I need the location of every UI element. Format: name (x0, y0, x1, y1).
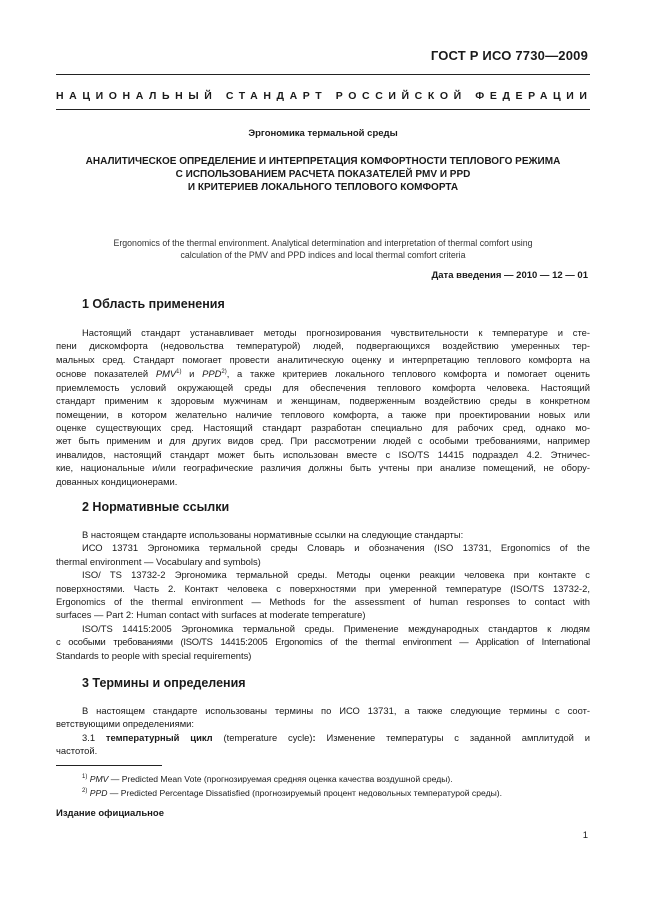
text-line: инвалидов, настоящий стандарт может быть использован вместе с ISO/TS 14415 подраздел 4.2. Этничес- (56, 448, 590, 460)
section-3-heading: 3 Термины и определения (82, 676, 246, 690)
footnote-abbr: PMV (89, 773, 109, 784)
text-line: ветствующими определениями: (56, 718, 195, 730)
title-line: АНАЛИТИЧЕСКОЕ ОПРЕДЕЛЕНИЕ И ИНТЕРПРЕТАЦИЯ КОМФОРТНОСТИ ТЕПЛОВОГО РЕЖИМА (85, 156, 561, 167)
section-2-body (56, 528, 590, 662)
text-line: кие, национальные и/или географические различия должны быть учтены при анализе помещений, не обору- (56, 462, 590, 474)
ppd-abbr: PPD (202, 368, 222, 380)
footnote-text: — Predicted Percentage Dissatisfied (прогнозируемый процент недовольных температурой среды). (107, 787, 503, 798)
text-line: частотой. (56, 745, 98, 757)
text-line: помещении, в котором желательно наличие теплового комфорта, а также при проектировании новых или (56, 408, 590, 420)
footnote-mark: 2) (82, 787, 88, 794)
term-definition-text: Изменение температуры с заданной амплитудой и (315, 731, 591, 743)
official-edition-label: Издание официальное (56, 808, 164, 819)
text-line: стандарт применим к здоровым мужчинам и женщинам, подверженным воздействию среды в конкретном (56, 395, 590, 407)
text-line: В настоящем стандарте использованы нормативные ссылки на следующие стандарты: (82, 529, 464, 540)
term-definition (56, 731, 590, 744)
text-line: пени дискомфорта (недовольства температурой) людей, подвергающихся воздействию умеренных тер- (56, 340, 590, 352)
footnote-1 (56, 771, 590, 785)
footnote-2 (56, 785, 590, 799)
term-english: (temperature cycle) (212, 731, 313, 743)
section-2-heading: 2 Нормативные ссылки (82, 500, 230, 514)
english-title-line: calculation of the PMV and PPD indices and local thermal comfort criteria (180, 250, 466, 260)
national-standard-banner: НАЦИОНАЛЬНЫЙ СТАНДАРТ РОССИЙСКОЙ ФЕДЕРАЦИИ (56, 90, 593, 102)
term-number: 3.1 (82, 731, 106, 743)
header-rule-top (56, 74, 590, 75)
text-line: В настоящем стандарте использованы термины по ИСО 13731, а также следующие термины с соот- (82, 705, 590, 716)
title-line: С ИСПОЛЬЗОВАНИЕМ РАСЧЕТА ПОКАЗАТЕЛЕЙ PMV И PPD (175, 169, 471, 180)
document-subtitle: Эргономика термальной среды (248, 128, 398, 139)
section-1-body (56, 326, 590, 488)
text-line: дованных кондиционерами. (56, 475, 178, 487)
introduction-date: Дата введения — 2010 — 12 — 01 (431, 270, 588, 281)
footnote-separator (56, 765, 162, 766)
text-fragment: основе показателей (56, 368, 156, 380)
title-line: И КРИТЕРИЕВ ЛОКАЛЬНОГО ТЕПЛОВОГО КОМФОРТА (187, 182, 459, 193)
text-line: ISO/ TS 13732-2 Эргономика термальной среды. Методы оценки реакции человека при контакте с (82, 569, 590, 581)
header-rule-bottom (56, 109, 590, 110)
english-title (56, 237, 590, 261)
footnote-ref-2[interactable]: 2) (221, 369, 227, 376)
text-line: ISO/TS 14415:2005 Эргономика термальной среды. Применение международных стандартов к людям (82, 622, 590, 634)
text-line: приемлемость условий окружающей среды для обеспечения теплового комфорта человека. Настоящий (56, 381, 590, 393)
text-line: мальных сред. Стандарт помогает провести аналитическую оценку и интерпретацию теплового комфорта на (56, 353, 590, 365)
text-line: жет быть применим и для других видов сред. При рассмотрении людей с особыми требованиями, например (56, 435, 590, 447)
footnote-ref-1[interactable]: 1) (176, 369, 182, 376)
section-3-body (56, 704, 590, 758)
footnote-text: — Predicted Mean Vote (прогнозируемая средняя оценка качества воздушной среды). (108, 773, 453, 784)
text-line: поверхностями. Часть 2. Контакт человека с поверхностями при умеренной температуре (ISO/TS 13732-2, (56, 582, 590, 594)
footnote-mark: 1) (82, 774, 88, 780)
text-line (56, 366, 590, 381)
footnotes (56, 771, 590, 799)
text-line: Standards to people with special requirements) (56, 649, 252, 661)
text-fragment: , а также критериев локального теплового комфорта и помогает оценить (226, 368, 590, 380)
standard-number: ГОСТ Р ИСО 7730—2009 (430, 48, 588, 63)
text-line: Ergonomics of the thermal environment — Methods for the assessment of human responses to contact with (56, 596, 590, 608)
text-line: thermal environment — Vocabulary and symbols) (56, 555, 261, 567)
text-line: surfaces — Part 2: Human contact with surfaces at moderate temperature) (56, 609, 366, 621)
text-line: Настоящий стандарт устанавливает методы прогнозирования чувствительности к температуре и сте- (82, 327, 590, 338)
footnote-abbr: PPD (89, 787, 108, 798)
section-1-heading: 1 Область применения (82, 297, 225, 311)
page-number: 1 (582, 830, 588, 841)
text-line: с особыми требованиями (ISO/TS 14415:2005 Ergonomics of the thermal environment — Application of International (56, 636, 590, 648)
term-name: температурный цикл (105, 731, 213, 743)
text-line: ИСО 13731 Эргономика термальной среды Словарь и обозначения (ISO 13731, Ergonomics of the (82, 542, 590, 554)
english-title-line: Ergonomics of the thermal environment. Analytical determination and interpretation of thermal comfort using (113, 238, 533, 248)
text-line: оценке существующих сред. Настоящий стандарт разработан специально для рабочих сред, однако мо- (56, 421, 590, 433)
term-colon: : (312, 731, 316, 743)
text-fragment: и (181, 368, 203, 380)
pmv-abbr: PMV (155, 368, 177, 380)
document-title (56, 155, 590, 194)
